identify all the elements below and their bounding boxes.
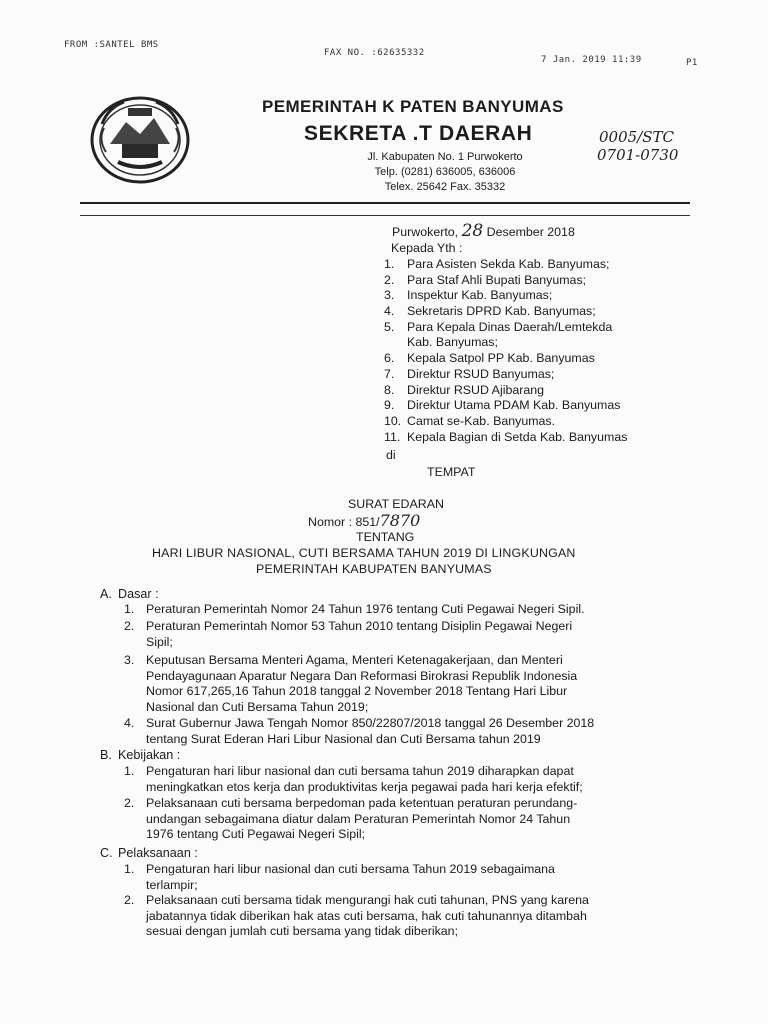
section-title: Kebijakan : bbox=[118, 748, 181, 762]
doc-type-title: SURAT EDARAN bbox=[348, 497, 444, 511]
nomor-prefix: Nomor : 851/ bbox=[308, 515, 380, 529]
section-label: A. bbox=[100, 587, 112, 601]
recipient-item bbox=[384, 320, 684, 336]
banyumas-emblem-icon bbox=[88, 94, 192, 186]
recipient-number: 4. bbox=[384, 304, 395, 319]
subject-line-1: HARI LIBUR NASIONAL, CUTI BERSAMA TAHUN 2019 DI LINGKUNGAN bbox=[152, 546, 576, 560]
recipient-text: Direktur RSUD Banyumas; bbox=[407, 366, 555, 381]
address-line: Jl. Kabupaten No. 1 Purwokerto bbox=[367, 151, 523, 163]
place-date bbox=[392, 221, 575, 241]
section-item bbox=[124, 862, 676, 893]
recipient-number: 10. bbox=[384, 413, 402, 428]
recipient-text: Para Staf Ahli Bupati Banyumas; bbox=[407, 272, 587, 287]
letterhead-secretariat: SEKRETA .T DAERAH bbox=[304, 122, 533, 145]
recipient-number: 1. bbox=[384, 257, 395, 271]
recipient-text: Para Asisten Sekda Kab. Banyumas; bbox=[407, 257, 610, 271]
tempat-label: TEMPAT bbox=[427, 465, 476, 479]
item-line: Surat Gubernur Jawa Tengah Nomor 850/22807/2018 tanggal 26 Desember 2018 bbox=[146, 716, 595, 730]
section-label: C. bbox=[100, 846, 113, 860]
item-number: 2. bbox=[124, 893, 135, 907]
month-year: Desember 2018 bbox=[486, 225, 575, 239]
recipient-text: Kepala Satpol PP Kab. Banyumas bbox=[407, 351, 595, 366]
letterhead-rule-thick bbox=[80, 202, 690, 204]
handwritten-day: 28 bbox=[461, 221, 484, 241]
recipient-number: 7. bbox=[384, 366, 395, 381]
di-label: di bbox=[386, 448, 396, 462]
doc-number bbox=[308, 513, 420, 530]
section-item bbox=[124, 602, 676, 618]
section-item bbox=[124, 653, 676, 715]
section-item bbox=[124, 619, 676, 650]
item-line: Pelaksanaan cuti bersama tidak mengurangi hak cuti tahunan, PNS yang karena bbox=[146, 893, 589, 907]
item-line: jabatannya tidak diberikan hak atas cuti bersama, hak cuti tahunannya ditambah bbox=[146, 908, 587, 923]
item-number: 2. bbox=[124, 619, 135, 633]
item-line: 1976 tentang Cuti Pegawai Negeri Sipil; bbox=[146, 827, 366, 841]
recipient-item bbox=[384, 351, 684, 367]
letterhead-rule-thin bbox=[80, 215, 690, 216]
recipient-item bbox=[384, 304, 684, 320]
section-title: Dasar : bbox=[118, 587, 159, 601]
item-line: meningkatkan etos kerja dan produktivitas kerja pegawai pada hari kerja efektif; bbox=[146, 779, 583, 794]
item-number: 4. bbox=[124, 716, 135, 730]
item-line: tentang Surat Ederan Hari Libur Nasional dan Cuti Bersama tahun 2019 bbox=[146, 731, 541, 746]
item-line: undangan sebagaimana diatur dalam Peraturan Pemerintah Nomor 24 Tahun bbox=[146, 811, 571, 826]
recipient-text: Direktur Utama PDAM Kab. Banyumas bbox=[407, 398, 621, 413]
item-line: Pelaksanaan cuti bersama berpedoman pada ketentuan peraturan perundang- bbox=[146, 796, 578, 810]
item-line: Pendayagunaan Aparatur Negara Dan Reformasi Birokrasi Republik Indonesia bbox=[146, 668, 578, 683]
recipient-list bbox=[384, 257, 684, 445]
recipient-text: Camat se-Kab. Banyumas. bbox=[407, 413, 556, 428]
fax-from: FROM :SANTEL BMS bbox=[64, 40, 159, 50]
section-item bbox=[124, 764, 676, 795]
recipient-text: Sekretaris DPRD Kab. Banyumas; bbox=[407, 304, 596, 319]
recipient-item bbox=[384, 398, 684, 414]
item-line: terlampir; bbox=[146, 877, 198, 892]
item-number: 1. bbox=[124, 764, 135, 778]
handwritten-note-1: 0005/STC bbox=[599, 128, 674, 146]
telex-line: Telex. 25642 Fax. 35332 bbox=[384, 181, 506, 193]
recipient-item bbox=[384, 367, 684, 383]
item-number: 1. bbox=[124, 602, 135, 616]
recipient-item bbox=[384, 430, 684, 446]
recipient-item bbox=[384, 414, 684, 430]
item-line: Keputusan Bersama Menteri Agama, Menteri Ketenagakerjaan, dan Menteri bbox=[146, 653, 563, 667]
item-line: Pengaturan hari libur nasional dan cuti bersama Tahun 2019 sebagaimana bbox=[146, 862, 555, 876]
item-line: Peraturan Pemerintah Nomor 53 Tahun 2010 tentang Disiplin Pegawai Negeri bbox=[146, 619, 573, 633]
recipient-number: 6. bbox=[384, 351, 395, 366]
item-line: sesuai dengan jumlah cuti bersama yang tidak diberikan; bbox=[146, 924, 459, 938]
handwritten-note-2: 0701-0730 bbox=[597, 146, 679, 164]
section-item bbox=[124, 796, 676, 843]
item-line: Nomor 617,265,16 Tahun 2018 tanggal 2 November 2018 Tentang Hari Libur bbox=[146, 684, 568, 698]
item-line: Sipil; bbox=[146, 634, 173, 649]
recipient-item bbox=[384, 273, 684, 289]
recipient-text: Kepala Bagian di Setda Kab. Banyumas bbox=[407, 429, 628, 444]
recipient-text: Inspektur Kab. Banyumas; bbox=[407, 288, 553, 303]
recipient-text: Direktur RSUD Ajibarang bbox=[407, 382, 545, 397]
recipient-number: 3. bbox=[384, 288, 395, 303]
recipient-text: Para Kepala Dinas Daerah/Lemtekda bbox=[407, 319, 613, 334]
item-line: Peraturan Pemerintah Nomor 24 Tahun 1976 tentang Cuti Pegawai Negeri Sipil. bbox=[146, 602, 585, 616]
recipient-number: 5. bbox=[384, 319, 395, 334]
fax-date-time: 7 Jan. 2019 11:39 bbox=[541, 55, 642, 65]
fax-number: FAX NO. :62635332 bbox=[324, 48, 425, 58]
nomor-handwritten: 7870 bbox=[379, 511, 421, 530]
phone-line: Telp. (0281) 636005, 636006 bbox=[374, 166, 516, 178]
recipient-item bbox=[384, 335, 684, 351]
item-number: 2. bbox=[124, 796, 135, 810]
subject-line-2: PEMERINTAH KABUPATEN BANYUMAS bbox=[256, 562, 492, 576]
letterhead-government: PEMERINTAH K PATEN BANYUMAS bbox=[262, 97, 564, 116]
section-label: B. bbox=[100, 748, 112, 762]
recipient-item bbox=[384, 383, 684, 399]
addressee-label: Kepada Yth : bbox=[391, 241, 463, 255]
place-prefix: Purwokerto, bbox=[392, 225, 459, 239]
recipient-number: 2. bbox=[384, 272, 395, 287]
recipient-number: 8. bbox=[384, 382, 395, 397]
recipient-text: Kab. Banyumas; bbox=[407, 335, 498, 350]
section-item bbox=[124, 716, 676, 747]
section-item bbox=[124, 893, 676, 940]
item-line: Pengaturan hari libur nasional dan cuti bersama tahun 2019 diharapkan dapat bbox=[146, 764, 574, 778]
letterhead-address-block bbox=[340, 150, 550, 195]
item-number: 1. bbox=[124, 862, 135, 876]
recipient-number: 11. bbox=[384, 429, 401, 444]
tentang-label: TENTANG bbox=[356, 530, 415, 544]
fax-page: P1 bbox=[686, 58, 698, 68]
item-number: 3. bbox=[124, 653, 135, 667]
section-title: Pelaksanaan : bbox=[118, 846, 198, 860]
item-line: Nasional dan Cuti Bersama Tahun 2019; bbox=[146, 699, 369, 714]
recipient-item bbox=[384, 288, 684, 304]
recipient-item bbox=[384, 257, 684, 273]
recipient-number: 9. bbox=[384, 398, 395, 413]
